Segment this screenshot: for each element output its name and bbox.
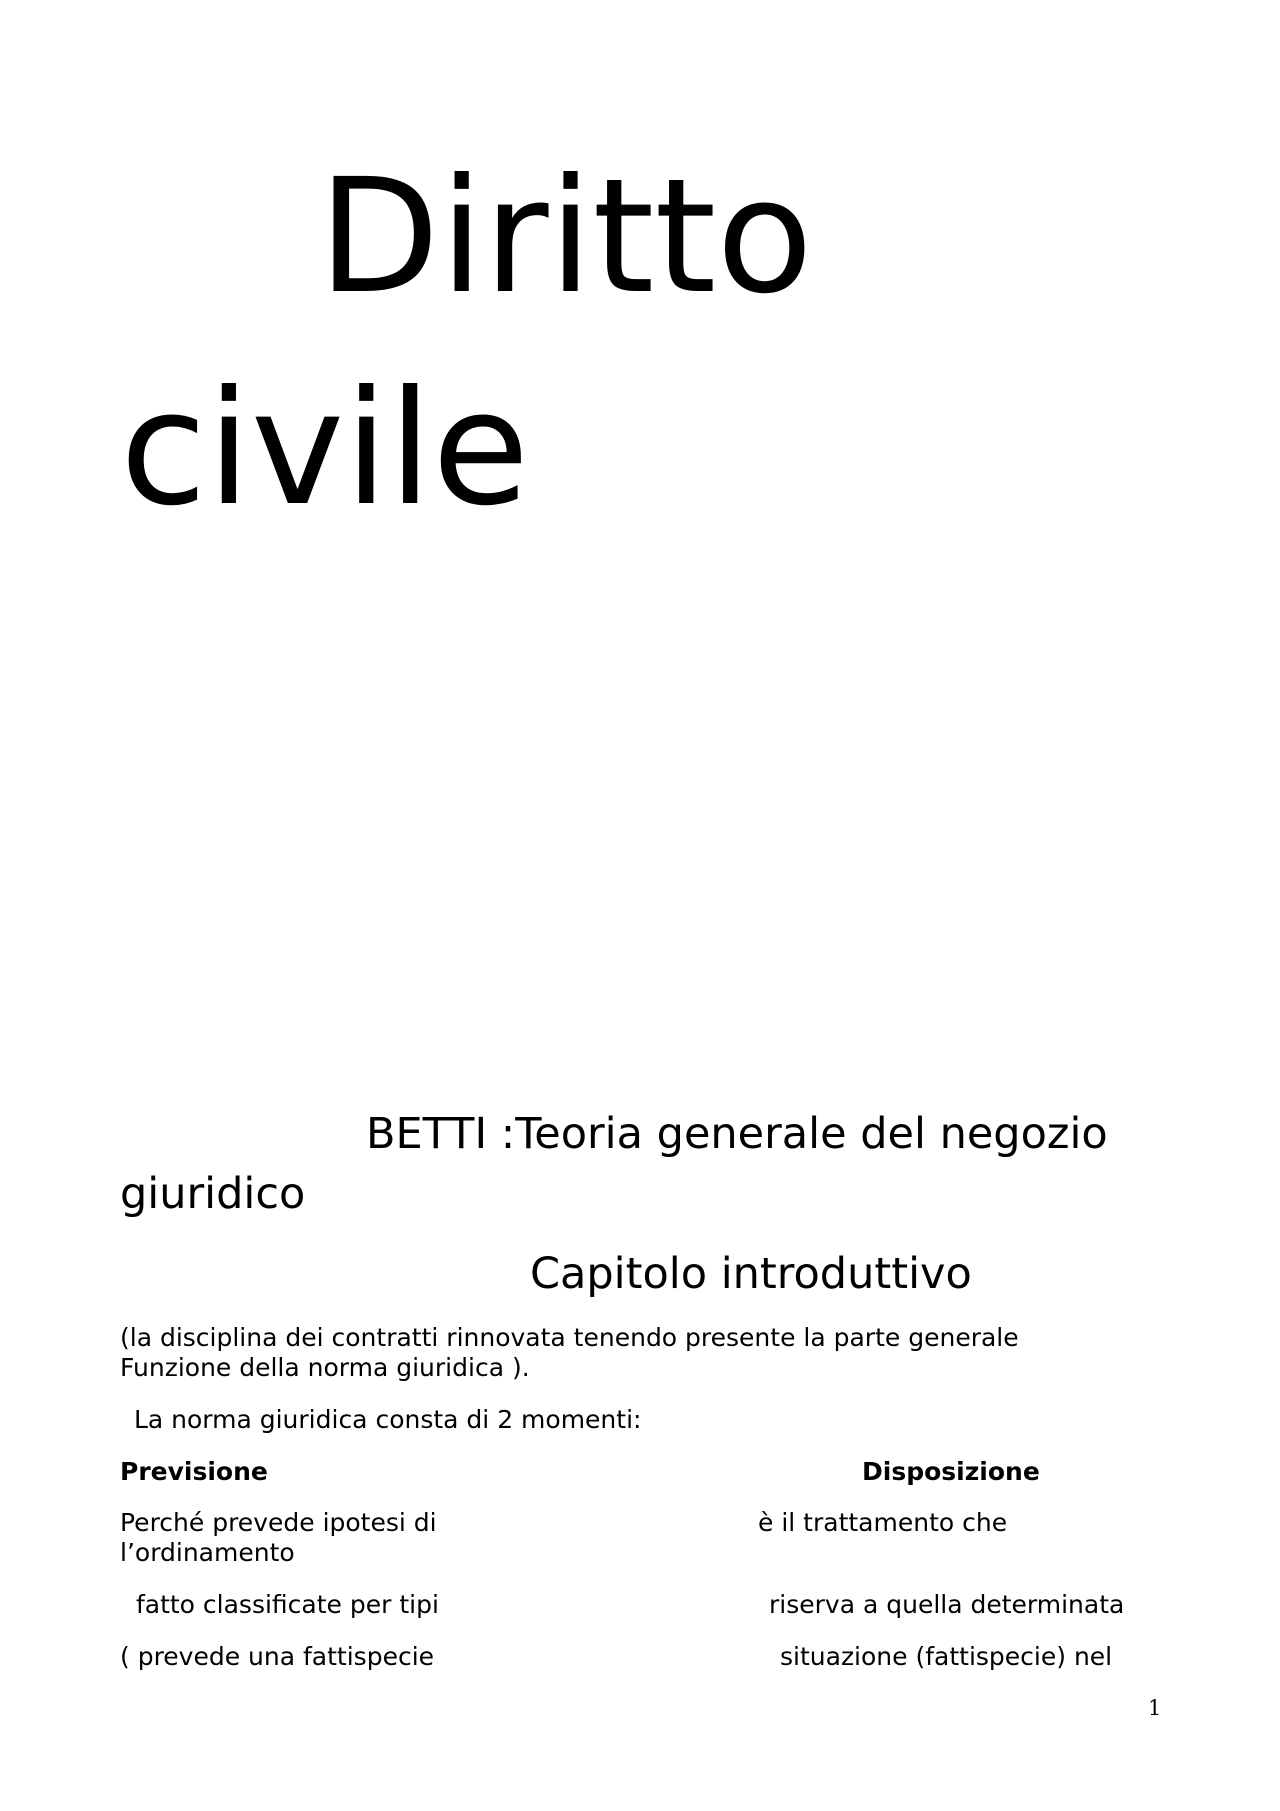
document-title-line-2: civile <box>120 357 530 541</box>
column-heading-previsione: Previsione <box>120 1457 268 1486</box>
left-column-line: Perché prevede ipotesi di <box>120 1508 437 1537</box>
page-number: 1 <box>1148 1696 1162 1720</box>
left-column-line: fatto classificate per tipi <box>128 1590 439 1619</box>
right-column-line: situazione (fattispecie) nel <box>780 1642 1113 1671</box>
intro-paragraph-line-1: (la disciplina dei contratti rinnovata tenendo presente la parte generale <box>120 1323 1019 1352</box>
right-column-line: riserva a quella determinata <box>769 1590 1125 1619</box>
left-column-line: ( prevede una fattispecie <box>120 1642 435 1671</box>
right-column-line: è il trattamento che <box>758 1508 1008 1537</box>
column-heading-disposizione: Disposizione <box>862 1457 1040 1486</box>
subtitle-line-2: giuridico <box>120 1169 306 1219</box>
intro-paragraph-line-2: Funzione della norma giuridica ). <box>120 1353 530 1382</box>
subtitle-line-1: BETTI :Teoria generale del negozio <box>366 1109 1108 1159</box>
chapter-heading: Capitolo introduttivo <box>530 1249 972 1299</box>
document-title-line-1: Diritto <box>318 145 813 329</box>
left-column-continuation: l’ordinamento <box>120 1538 295 1567</box>
norm-sentence: La norma giuridica consta di 2 momenti: <box>126 1405 642 1434</box>
